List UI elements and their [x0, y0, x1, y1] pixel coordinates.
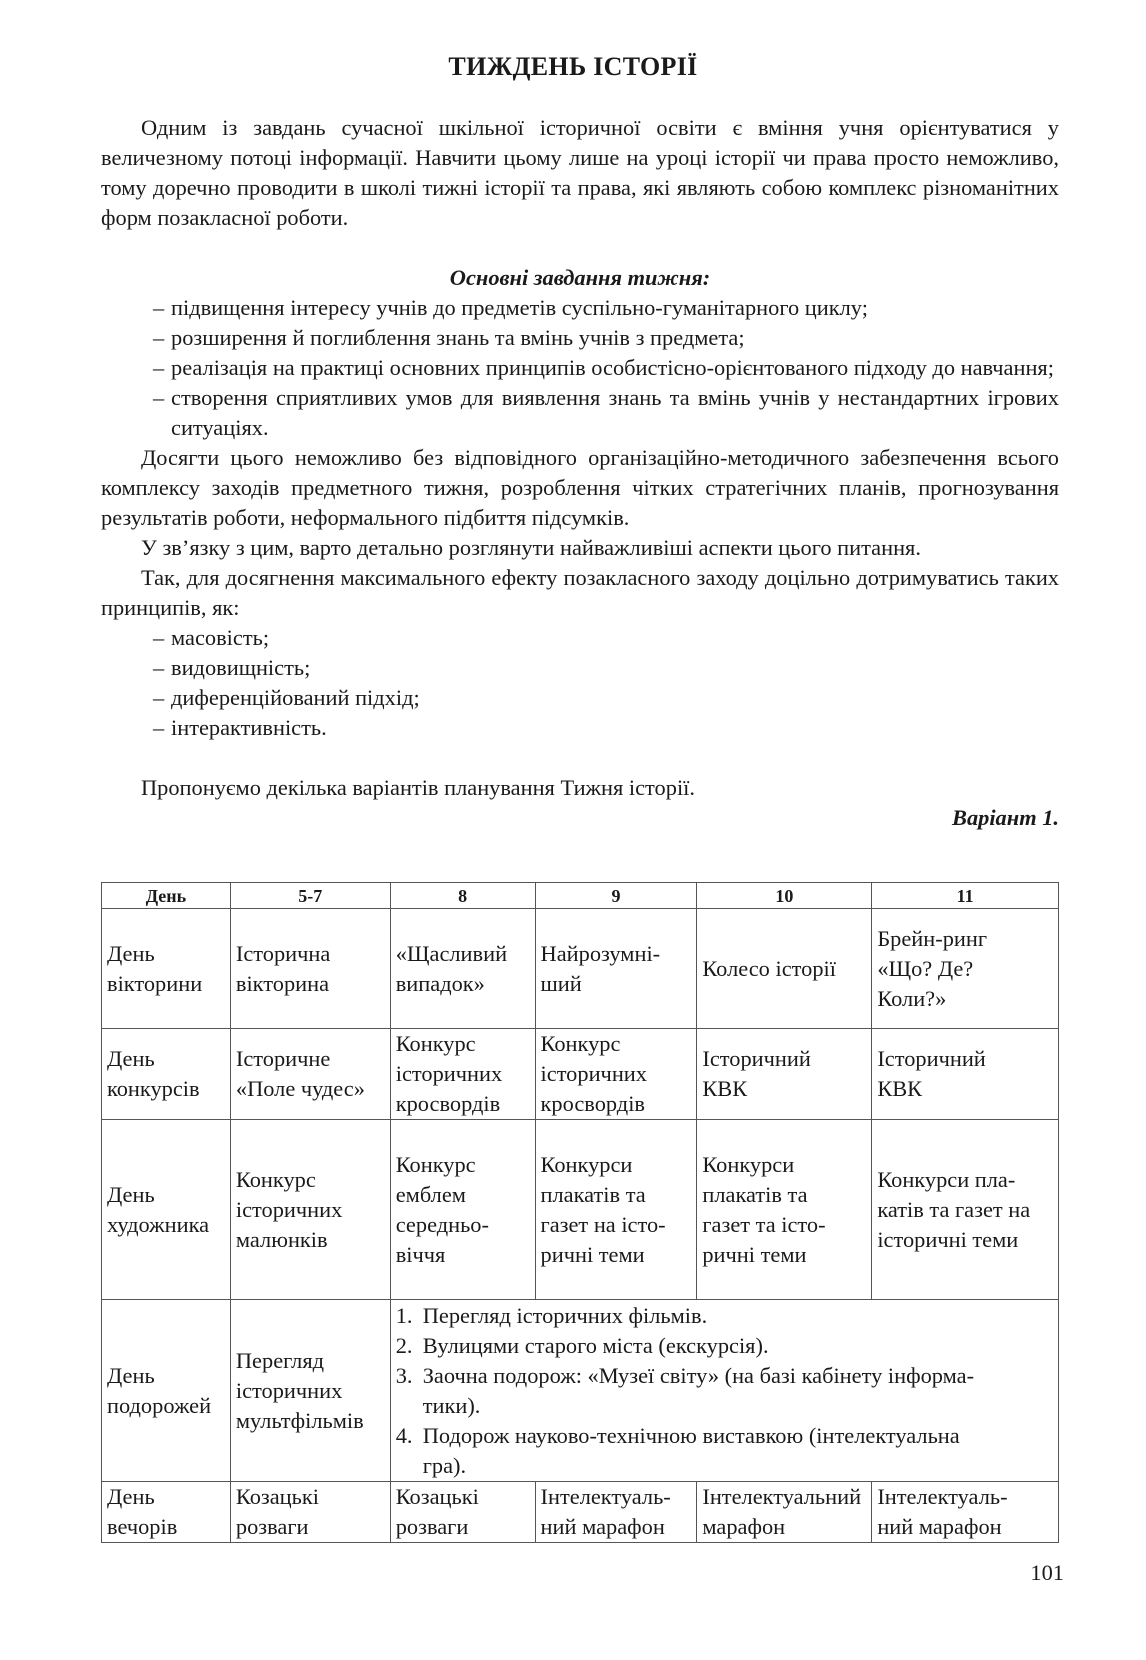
tasks-heading: Основні завдання тижня: [449, 265, 711, 290]
table-cell: Конкурси пла- катів та газет на історичні теми [872, 1120, 1059, 1300]
table-cell: Конкурс історичних кросвордів [390, 1029, 535, 1120]
table-cell: Історичний КВК [697, 1029, 872, 1120]
day-cell: День конкурсів [102, 1029, 231, 1120]
table-cell: Історична вікторина [230, 909, 390, 1029]
principles-list [101, 623, 1059, 743]
day-cell: День вікторини [102, 909, 231, 1029]
table-row [102, 1482, 1059, 1543]
table-cell: Перегляд історичних мультфільмів [230, 1300, 390, 1482]
table-cell: Конкурс історичних кросвордів [535, 1029, 697, 1120]
list-item: – видовищність; [153, 655, 311, 680]
table-cell: Інтелектуальний марафон [697, 1482, 872, 1543]
table-row [102, 909, 1059, 1029]
table-row [102, 1120, 1059, 1300]
list-item: – масовість; [153, 625, 270, 650]
variant-label: Варіант 1. [952, 805, 1059, 830]
list-item: 2. Вулицями старого міста (екскурсія). [395, 1332, 769, 1358]
table-cell: Конкурси плакатів та газет на істо- ричні теми [535, 1120, 697, 1300]
list-item: – диференційований підхід; [153, 685, 420, 710]
table-row [102, 1029, 1059, 1120]
table-cell: Козацькі розваги [390, 1482, 535, 1543]
table-cell: «Щасливий випадок» [390, 909, 535, 1029]
header-cell: 5-7 [230, 883, 390, 909]
table-row [102, 1300, 1059, 1482]
table-cell: Історичне «Поле чудес» [230, 1029, 390, 1120]
table-cell: Історичний КВК [872, 1029, 1059, 1120]
header-cell: 8 [390, 883, 535, 909]
header-cell: 10 [697, 883, 872, 909]
header-cell: 11 [872, 883, 1059, 909]
list-item: – створення сприятливих умов для виявлення знань та вмінь учнів у нестандартних ігрових ситуаціях. [153, 385, 1059, 440]
list-item: – розширення й поглиблення знань та вмінь учнів з предмета; [153, 325, 745, 350]
page-title: ТИЖДЕНЬ ІСТОРІЇ [448, 52, 698, 81]
trips-cell [390, 1300, 1058, 1482]
paragraph: Так, для досягнення максимального ефекту позакласного заходу доцільно дотримуватись таких принципів, як: [101, 565, 1059, 620]
day-cell: День художника [102, 1120, 231, 1300]
tasks-list [101, 293, 1059, 443]
body-text [101, 113, 1059, 833]
paragraph: У зв’язку з цим, варто детально розглянути найважливіші аспекти цього питання. [141, 535, 921, 560]
table-cell: Конкурс емблем середньо- віччя [390, 1120, 535, 1300]
schedule-table [101, 882, 1059, 1543]
numbered-list [396, 1301, 1053, 1481]
table-cell: Брейн-ринг «Що? Де? Коли?» [872, 909, 1059, 1029]
list-item: 3. Заочна подорож: «Музеї світу» (на базі кабінету інформа- тики). [395, 1362, 975, 1418]
table-cell: Інтелектуаль- ний марафон [535, 1482, 697, 1543]
table-cell: Інтелектуаль- ний марафон [872, 1482, 1059, 1543]
table-cell: Конкурси плакатів та газет та істо- ричні теми [697, 1120, 872, 1300]
day-cell: День подорожей [102, 1300, 231, 1482]
paragraph: Досягти цього неможливо без відповідного організаційно-методичного забезпечення всього комплексу заходів предметного тижня, розроблення чітких стратегічних планів, прогнозування результатів роботи, неформального підбиття підсумків. [101, 445, 1059, 530]
list-item: – інтерактивність. [153, 715, 327, 740]
page-number: 101 [1030, 1560, 1064, 1585]
header-cell: 9 [535, 883, 697, 909]
day-cell: День вечорів [102, 1482, 231, 1543]
table-cell: Колесо історії [697, 909, 872, 1029]
list-item: – реалізація на практиці основних принципів особистісно-орієнтованого підходу до навчання; [153, 355, 1054, 380]
table-header-row [102, 883, 1059, 909]
table-cell: Конкурс історичних малюнків [230, 1120, 390, 1300]
table-cell: Козацькі розваги [230, 1482, 390, 1543]
list-item: 4. Подорож науково-технічною виставкою (інтелектуальна гра). [395, 1422, 960, 1478]
header-cell: День [102, 883, 231, 909]
paragraph: Пропонуємо декілька варіантів планування Тижня історії. [141, 775, 695, 800]
table-cell: Найрозумні- ший [535, 909, 697, 1029]
intro-paragraph: Одним із завдань сучасної шкільної історичної освіти є вміння учня орієнтуватися у величезному потоці інформації. Навчити цьому лише на уроці історії чи права просто неможливо, тому доречно проводити в школі тижні історії та права, які являють собою комплекс різноманітних форм позакласної роботи. [101, 115, 1059, 230]
list-item: 1. Перегляд історичних фільмів. [395, 1302, 708, 1328]
list-item: – підвищення інтересу учнів до предметів суспільно-гуманітарного циклу; [153, 295, 868, 320]
